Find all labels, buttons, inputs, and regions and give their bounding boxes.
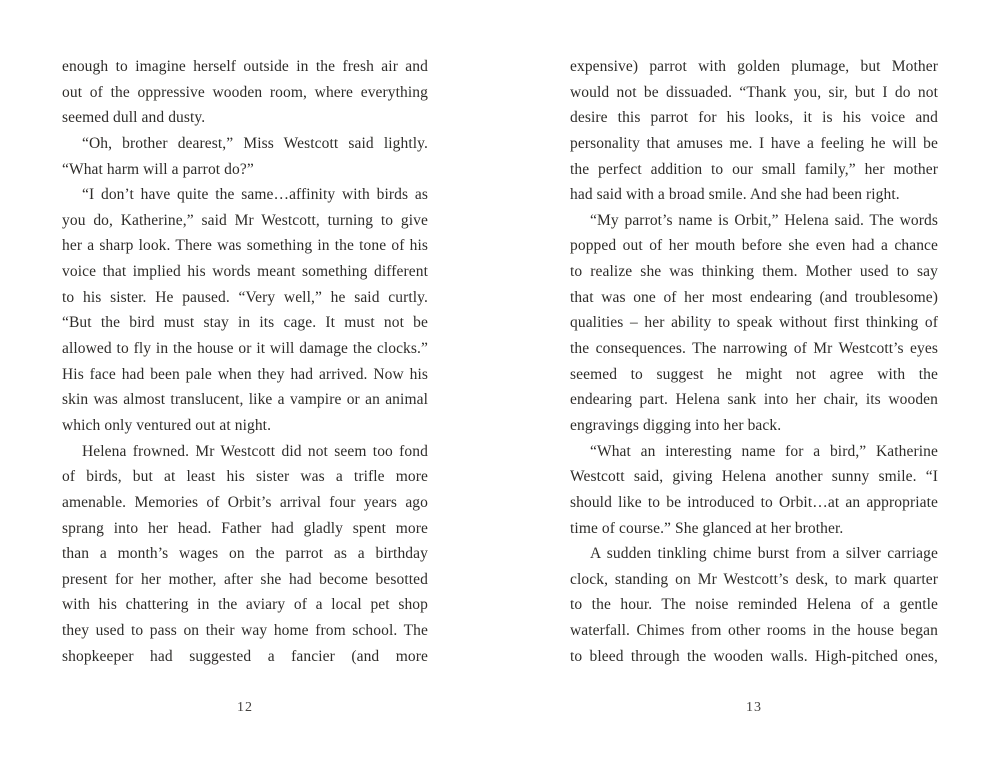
text-line: they used to pass on their way home from school. The — [62, 622, 428, 640]
text-line: waterfall. Chimes from other rooms in the house began — [570, 622, 938, 640]
text-line: enough to imagine herself outside in the fresh air and — [62, 58, 428, 75]
text-line: had said with a broad smile. And she had been right. — [570, 186, 900, 204]
text-line: her a sharp look. There was something in the tone of his — [62, 237, 428, 255]
text-line: shopkeeper had suggested a fancier (and more — [62, 647, 428, 665]
text-line: of birds, but at least his sister was a trifle more — [62, 468, 428, 486]
text-line: seemed to suggest he might not agree with the — [570, 365, 938, 383]
text-line: allowed to fly in the house or it will damage the clocks.” — [62, 340, 428, 358]
text-line: qualities – her ability to speak without first thinking of — [570, 314, 938, 332]
text-line: to the hour. The noise reminded Helena of a gentle — [570, 596, 938, 614]
text-line: His face had been pale when they had arrived. Now his — [62, 365, 428, 383]
text-line: would not be dissuaded. “Thank you, sir, but I do not — [570, 83, 938, 101]
text-line: personality that amuses me. I have a feeling he will be — [570, 134, 938, 152]
text-line: “My parrot’s name is Orbit,” Helena said. The words — [590, 211, 938, 229]
text-line: voice that implied his words meant something different — [62, 263, 428, 281]
text-line: A sudden tinkling chime burst from a silver carriage — [590, 545, 938, 563]
text-line: “I don’t have quite the same…affinity with birds as — [82, 186, 428, 204]
text-line: amenable. Memories of Orbit’s arrival four years ago — [62, 493, 428, 511]
text-line: engravings digging into her back. — [570, 416, 782, 434]
text-line: that was one of her most endearing (and troublesome) — [570, 288, 938, 306]
text-line: Westcott said, giving Helena another sunny smile. “I — [570, 468, 938, 486]
text-line: to his sister. He paused. “Very well,” he said curtly. — [62, 288, 428, 306]
text-line: skin was almost translucent, like a vampire or an animal — [62, 391, 428, 409]
text-line: seemed dull and dusty. — [62, 109, 206, 127]
text-line: with his chattering in the aviary of a local pet shop — [62, 596, 428, 614]
page-number-right: 13 — [746, 700, 762, 715]
text-line: should like to be introduced to Orbit…at an appropriate — [570, 493, 938, 511]
text-line: “Oh, brother dearest,” Miss Westcott said lightly. — [82, 134, 428, 152]
right-page-text — [570, 54, 938, 669]
text-line: popped out of her mouth before she even had a chance — [570, 237, 938, 255]
text-line: sprang into her head. Father had gladly spent more — [62, 519, 428, 537]
text-line: time of course.” She glanced at her brother. — [570, 519, 844, 537]
text-line: desire this parrot for his looks, it is his voice and — [570, 109, 938, 127]
text-line: Helena frowned. Mr Westcott did not seem too fond — [82, 442, 428, 460]
text-line: to bleed through the wooden walls. High-pitched ones, — [570, 647, 938, 665]
text-line: expensive) parrot with golden plumage, but Mother — [570, 58, 938, 75]
text-line: present for her mother, after she had become besotted — [62, 570, 428, 588]
text-line: the perfect addition to our small family,” her mother — [570, 160, 938, 178]
text-line: clock, standing on Mr Westcott’s desk, to mark quarter — [570, 570, 938, 588]
text-line: “What harm will a parrot do?” — [62, 160, 254, 178]
text-line: which only ventured out at night. — [62, 416, 272, 434]
text-line: the consequences. The narrowing of Mr Westcott’s eyes — [570, 340, 938, 358]
left-page-text — [62, 54, 428, 669]
text-line: to realize she was thinking them. Mother used to say — [570, 263, 938, 281]
text-line: you do, Katherine,” said Mr Westcott, turning to give — [62, 211, 428, 229]
text-line: endearing part. Helena sank into her chair, its wooden — [570, 391, 938, 409]
text-line: out of the oppressive wooden room, where everything — [62, 83, 428, 101]
text-line: “What an interesting name for a bird,” Katherine — [590, 442, 938, 460]
text-line: “But the bird must stay in its cage. It must not be — [62, 314, 428, 332]
text-line: than a month’s wages on the parrot as a birthday — [62, 545, 428, 563]
page-number-left: 12 — [237, 700, 253, 715]
